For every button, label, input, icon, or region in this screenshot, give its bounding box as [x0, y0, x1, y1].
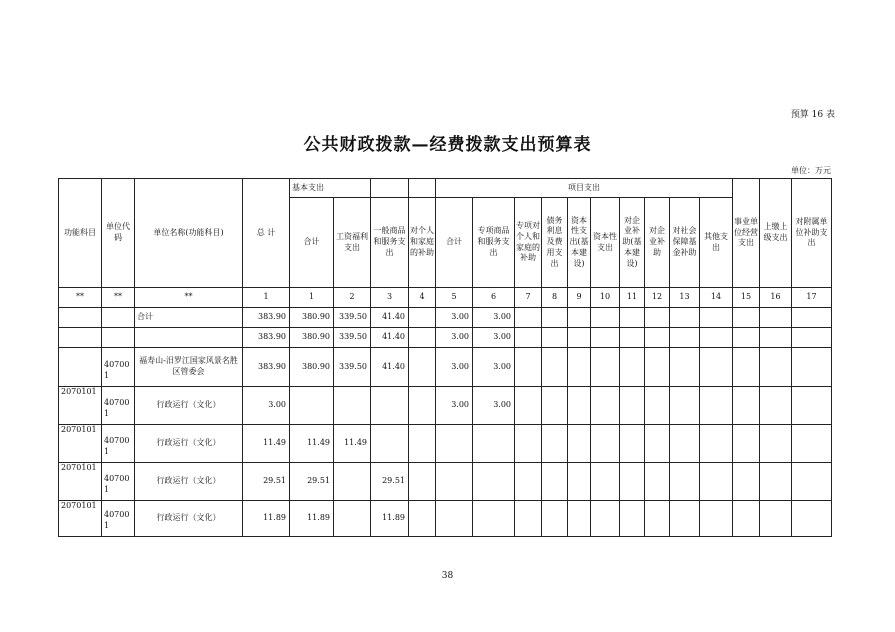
- project-sum-cell: [436, 425, 473, 463]
- project-sum-cell: 3.00: [436, 387, 473, 425]
- project-goods-cell: [473, 463, 515, 501]
- header-unit-code: 单位代码: [102, 179, 135, 288]
- project-sum-cell: 3.00: [436, 308, 473, 328]
- basic-sum-cell: 11.89: [290, 501, 334, 537]
- basic-sum-cell: 380.90: [290, 348, 334, 387]
- header-goods-services: 一般商品和服务支出: [371, 198, 409, 288]
- empty-cell: [733, 463, 760, 501]
- project-goods-cell: 3.00: [473, 387, 515, 425]
- empty-cell: [792, 308, 832, 328]
- empty-cell: [591, 501, 620, 537]
- empty-cell: [515, 348, 542, 387]
- index-cell: 9: [568, 288, 591, 308]
- empty-cell: [591, 308, 620, 328]
- header-biz-operating: 事业单位经营支出: [733, 179, 760, 288]
- header-project-goods: 专项商品和服务支出: [473, 198, 515, 288]
- empty-cell: [591, 463, 620, 501]
- empty-cell: [670, 328, 700, 348]
- header-project-sum: 合计: [436, 198, 473, 288]
- header-total: 总 计: [243, 179, 290, 288]
- empty-cell: [568, 501, 591, 537]
- project-goods-cell: 3.00: [473, 308, 515, 328]
- empty-cell: [515, 387, 542, 425]
- index-cell: 14: [700, 288, 733, 308]
- empty-cell: [700, 463, 733, 501]
- unit-name-cell: 行政运行（文化）: [135, 387, 243, 425]
- empty-cell: [792, 328, 832, 348]
- empty-cell: [760, 425, 792, 463]
- empty-cell: [760, 348, 792, 387]
- project-goods-cell: 3.00: [473, 348, 515, 387]
- unit-name-cell: 行政运行（文化）: [135, 425, 243, 463]
- empty-cell: [700, 328, 733, 348]
- header-project-personal: 专项对个人和家庭的补助: [515, 198, 542, 288]
- index-cell: 7: [515, 288, 542, 308]
- project-goods-cell: [473, 425, 515, 463]
- empty-cell: [670, 308, 700, 328]
- header-enterprise-subsidy: 对企业补助: [645, 198, 670, 288]
- header-basic-sum: 合计: [290, 198, 334, 288]
- total-cell: 11.89: [243, 501, 290, 537]
- index-cell: 1: [290, 288, 334, 308]
- empty-cell: [792, 387, 832, 425]
- unit-name-cell: 行政运行（文化）: [135, 501, 243, 537]
- empty-cell: [542, 463, 568, 501]
- index-cell: 3: [371, 288, 409, 308]
- empty-cell: [515, 463, 542, 501]
- goods-cell: 41.40: [371, 308, 409, 328]
- basic-sum-cell: 380.90: [290, 328, 334, 348]
- empty-cell: [670, 501, 700, 537]
- basic-sum-cell: 29.51: [290, 463, 334, 501]
- header-payment-up: 上缴上级支出: [760, 179, 792, 288]
- goods-cell: 29.51: [371, 463, 409, 501]
- goods-cell: 41.40: [371, 328, 409, 348]
- empty-cell: [568, 328, 591, 348]
- budget-table: [58, 178, 832, 537]
- empty-cell: [515, 328, 542, 348]
- empty-cell: [733, 328, 760, 348]
- index-cell: 1: [243, 288, 290, 308]
- header-personal-subsidy: 对个人和家庭的补助: [409, 198, 436, 288]
- empty-cell: [733, 387, 760, 425]
- empty-cell: [542, 348, 568, 387]
- empty-cell: [670, 463, 700, 501]
- func-code-cell: [59, 308, 102, 328]
- project-sum-cell: 3.00: [436, 328, 473, 348]
- func-code-cell: 2070101: [59, 387, 102, 425]
- index-cell: 15: [733, 288, 760, 308]
- basic-sum-cell: 380.90: [290, 308, 334, 328]
- empty-cell: [591, 328, 620, 348]
- total-cell: 383.90: [243, 348, 290, 387]
- empty-cell: [700, 501, 733, 537]
- unit-code-cell: 407001: [102, 463, 135, 501]
- unit-code-cell: [102, 328, 135, 348]
- empty-cell: [620, 463, 645, 501]
- index-cell: 12: [645, 288, 670, 308]
- empty-cell: [792, 348, 832, 387]
- salary-cell: 339.50: [334, 328, 371, 348]
- goods-cell: [371, 387, 409, 425]
- empty-cell: [733, 501, 760, 537]
- empty-cell: [645, 463, 670, 501]
- empty-cell: [409, 501, 436, 537]
- empty-cell: [700, 308, 733, 328]
- empty-cell: [645, 328, 670, 348]
- salary-cell: 339.50: [334, 348, 371, 387]
- basic-sum-cell: 11.49: [290, 425, 334, 463]
- total-cell: 3.00: [243, 387, 290, 425]
- empty-cell: [591, 348, 620, 387]
- total-cell: 11.49: [243, 425, 290, 463]
- empty-cell: [409, 328, 436, 348]
- table-row: [59, 501, 832, 537]
- empty-cell: [568, 463, 591, 501]
- empty-cell: [733, 308, 760, 328]
- index-cell: 4: [409, 288, 436, 308]
- empty-cell: [670, 425, 700, 463]
- empty-cell: [645, 425, 670, 463]
- total-cell: 383.90: [243, 328, 290, 348]
- empty-cell: [409, 425, 436, 463]
- goods-cell: 41.40: [371, 348, 409, 387]
- empty-cell: [620, 501, 645, 537]
- index-cell: 2: [334, 288, 371, 308]
- header-salary: 工资福利支出: [334, 198, 371, 288]
- index-cell: 8: [542, 288, 568, 308]
- func-code-cell: 2070101: [59, 463, 102, 501]
- empty-cell: [700, 425, 733, 463]
- index-cell: 17: [792, 288, 832, 308]
- header-project-expenditure: 项目支出: [436, 179, 733, 198]
- empty-cell: [645, 308, 670, 328]
- table-row: [59, 387, 832, 425]
- empty-cell: [515, 501, 542, 537]
- index-cell: **: [102, 288, 135, 308]
- empty-cell: [645, 387, 670, 425]
- empty-cell: [620, 425, 645, 463]
- index-cell: 5: [436, 288, 473, 308]
- empty-cell: [733, 348, 760, 387]
- index-cell: 11: [620, 288, 645, 308]
- empty-cell: [568, 348, 591, 387]
- table-row: [59, 328, 832, 348]
- table-row: [59, 463, 832, 501]
- empty-cell: [542, 328, 568, 348]
- empty-cell: [409, 348, 436, 387]
- empty-cell: [792, 463, 832, 501]
- empty-cell: [645, 348, 670, 387]
- empty-cell: [670, 387, 700, 425]
- header-blank: [409, 179, 436, 198]
- salary-cell: 11.49: [334, 425, 371, 463]
- project-goods-cell: 3.00: [473, 328, 515, 348]
- empty-cell: [542, 387, 568, 425]
- empty-cell: [760, 501, 792, 537]
- header-social-fund: 对社会保障基金补助: [670, 198, 700, 288]
- project-sum-cell: [436, 501, 473, 537]
- index-cell: **: [135, 288, 243, 308]
- empty-cell: [542, 308, 568, 328]
- empty-cell: [568, 308, 591, 328]
- salary-cell: 339.50: [334, 308, 371, 328]
- total-cell: 29.51: [243, 463, 290, 501]
- empty-cell: [760, 463, 792, 501]
- unit-name-cell: 行政运行（文化）: [135, 463, 243, 501]
- form-number: 预算 16 表: [790, 110, 835, 120]
- project-sum-cell: [436, 463, 473, 501]
- empty-cell: [760, 387, 792, 425]
- index-cell: **: [59, 288, 102, 308]
- empty-cell: [409, 387, 436, 425]
- func-code-cell: [59, 328, 102, 348]
- basic-sum-cell: [290, 387, 334, 425]
- page-number: 38: [441, 571, 454, 581]
- header-other: 其他支出: [700, 198, 733, 288]
- header-enterprise-subsidy-build: 对企业补助(基本建设): [620, 198, 645, 288]
- empty-cell: [620, 348, 645, 387]
- unit-code-cell: [102, 308, 135, 328]
- empty-cell: [620, 328, 645, 348]
- project-goods-cell: [473, 501, 515, 537]
- empty-cell: [515, 425, 542, 463]
- empty-cell: [733, 425, 760, 463]
- header-basic-expenditure: 基本支出: [290, 179, 371, 198]
- empty-cell: [792, 425, 832, 463]
- salary-cell: [334, 387, 371, 425]
- header-debt-interest: 债务利息及费用支出: [542, 198, 568, 288]
- func-code-cell: [59, 348, 102, 387]
- unit-label: 单位：万元: [791, 166, 831, 175]
- empty-cell: [409, 463, 436, 501]
- unit-code-cell: 407001: [102, 348, 135, 387]
- empty-cell: [568, 425, 591, 463]
- empty-cell: [409, 308, 436, 328]
- unit-name-cell: 合计: [135, 308, 243, 328]
- total-cell: 383.90: [243, 308, 290, 328]
- index-cell: 6: [473, 288, 515, 308]
- func-code-cell: 2070101: [59, 425, 102, 463]
- empty-cell: [620, 387, 645, 425]
- empty-cell: [645, 501, 670, 537]
- header-capital: 资本性支出: [591, 198, 620, 288]
- empty-cell: [792, 501, 832, 537]
- header-func-subject: 功能科目: [59, 179, 102, 288]
- unit-name-cell: 福寿山-汨罗江国家风景名胜区管委会: [135, 348, 243, 387]
- header-affiliated: 对附属单位补助支出: [792, 179, 832, 288]
- func-code-cell: 2070101: [59, 501, 102, 537]
- goods-cell: [371, 425, 409, 463]
- header-capital-build: 资本性支出(基本建设): [568, 198, 591, 288]
- empty-cell: [542, 501, 568, 537]
- empty-cell: [700, 348, 733, 387]
- empty-cell: [591, 425, 620, 463]
- page-title: 公共财政拨款—经费拨款支出预算表: [303, 135, 592, 155]
- unit-code-cell: 407001: [102, 501, 135, 537]
- index-cell: 13: [670, 288, 700, 308]
- empty-cell: [670, 348, 700, 387]
- empty-cell: [515, 308, 542, 328]
- goods-cell: 11.89: [371, 501, 409, 537]
- empty-cell: [591, 387, 620, 425]
- empty-cell: [760, 328, 792, 348]
- unit-name-cell: [135, 328, 243, 348]
- empty-cell: [620, 308, 645, 328]
- index-row: [59, 288, 832, 308]
- header-blank: [371, 179, 409, 198]
- salary-cell: [334, 463, 371, 501]
- index-cell: 16: [760, 288, 792, 308]
- table-row: [59, 308, 832, 328]
- salary-cell: [334, 501, 371, 537]
- index-cell: 10: [591, 288, 620, 308]
- unit-code-cell: 407001: [102, 387, 135, 425]
- empty-cell: [700, 387, 733, 425]
- empty-cell: [760, 308, 792, 328]
- header-unit-name: 单位名称(功能科目): [135, 179, 243, 288]
- table-row: [59, 348, 832, 387]
- empty-cell: [568, 387, 591, 425]
- project-sum-cell: 3.00: [436, 348, 473, 387]
- unit-code-cell: 407001: [102, 425, 135, 463]
- empty-cell: [542, 425, 568, 463]
- table-row: [59, 425, 832, 463]
